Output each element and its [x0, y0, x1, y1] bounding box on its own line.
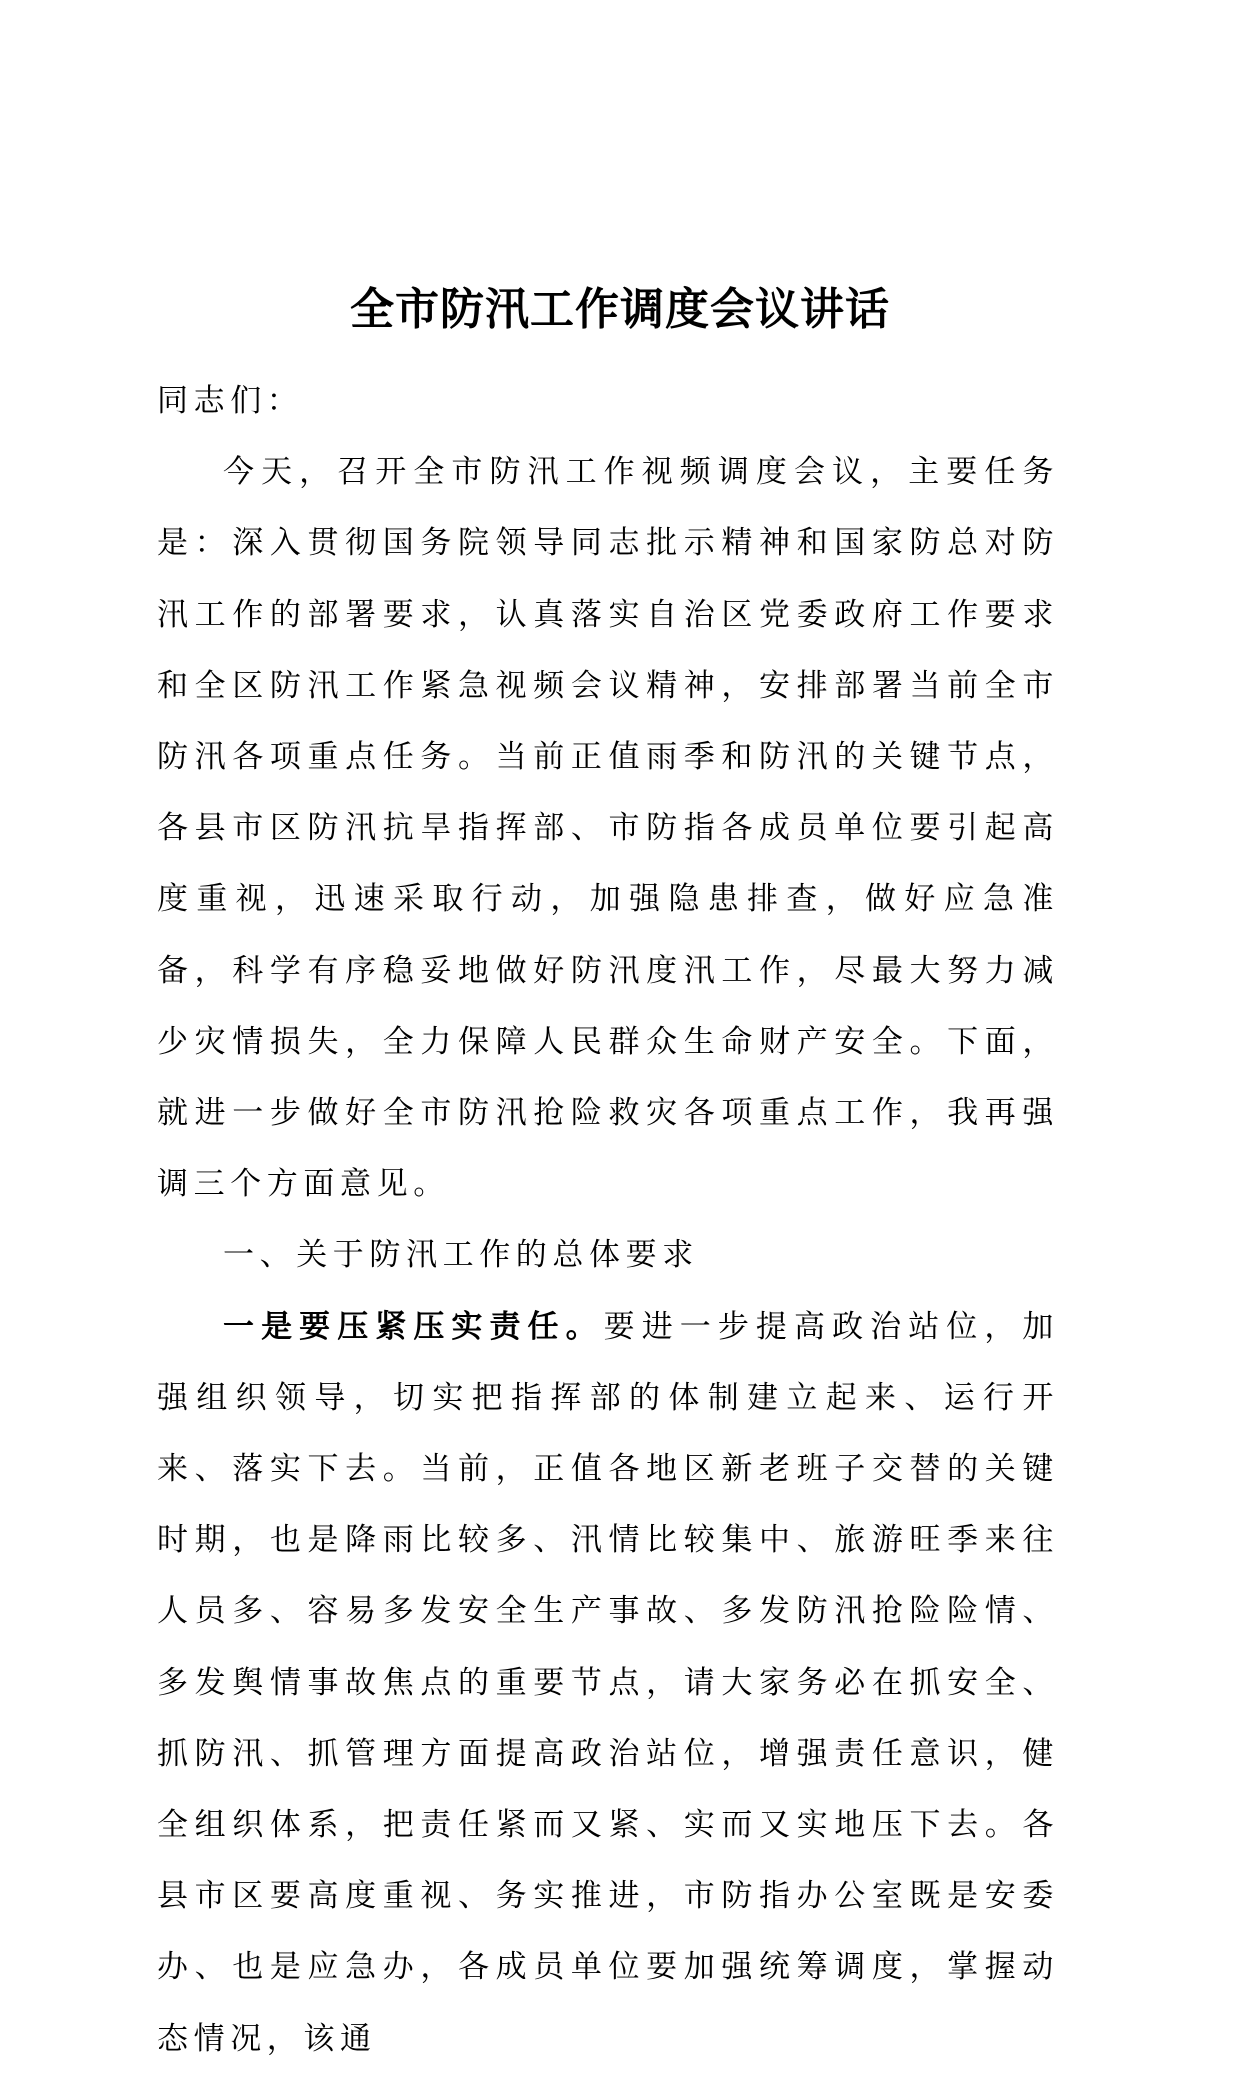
point-one-lead: 一是要压紧压实责任。 [223, 1308, 604, 1345]
document-title: 全市防汛工作调度会议讲话 [350, 284, 890, 335]
salutation: 同志们： [157, 383, 304, 419]
point-one-text: 要进一步提高政治站位，加强组织领导，切实把指挥部的体制建立起来、运行开来、落实下去。当前，正值各地区新老班子交替的关键时期，也是降雨比较多、汛情比较集中、旅游旺季来往人员多、容易多发安全生产事故、多发防汛抢险险情、多发舆情事故焦点的重要节点，请大家务必在抓安全、抓防汛、抓管理方面提高政治站位，增强责任意识，健全组织体系，把责任紧而又紧、实而又实地压下去。各县市区要高度重视、务实推进，市防指办公室既是安委办、也是应急办，各成员单位要加强统筹调度，掌握动态情况，该通 [157, 1308, 1060, 2057]
intro-paragraph: 今天，召开全市防汛工作视频调度会议，主要任务是：深入贯彻国务院领导同志批示精神和国家防总对防汛工作的部署要求，认真落实自治区党委政府工作要求和全区防汛工作紧急视频会议精神，安排部署当前全市防汛各项重点任务。当前正值雨季和防汛的关键节点，各县市区防汛抗旱指挥部、市防指各成员单位要引起高度重视，迅速采取行动，加强隐患排查，做好应急准备，科学有序稳妥地做好防汛度汛工作，尽最大努力减少灾情损失，全力保障人民群众生命财产安全。下面，就进一步做好全市防汛抢险救灾各项重点工作，我再强调三个方面意见。 [157, 454, 1059, 1203]
point-one-paragraph [157, 1292, 1059, 2075]
section-heading: 一、关于防汛工作的总体要求 [223, 1237, 699, 1274]
document-body [157, 366, 1059, 2075]
